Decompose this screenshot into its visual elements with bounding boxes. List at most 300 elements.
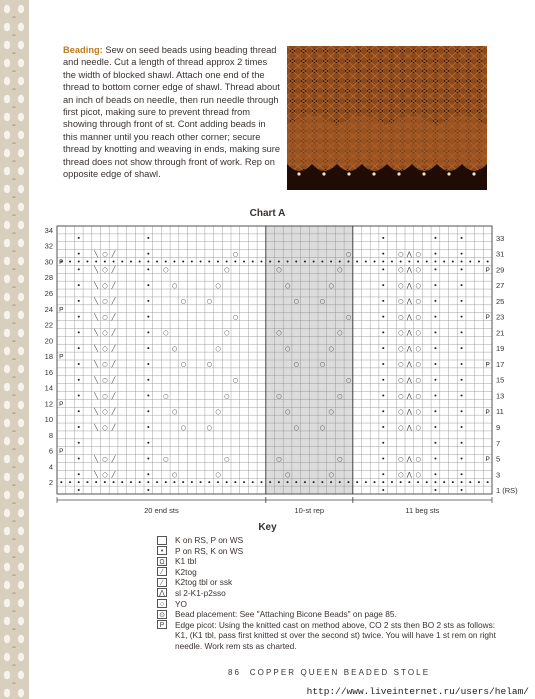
- purl-dot: [452, 260, 454, 262]
- purl-dot: [269, 260, 271, 262]
- purl-dot: [391, 481, 393, 483]
- purl-dot: [86, 481, 88, 483]
- purl-dot: [434, 442, 436, 444]
- key-symbol: ⋀: [157, 588, 167, 597]
- purl-dot: [165, 260, 167, 262]
- purl-dot: [243, 260, 245, 262]
- folio: [228, 668, 430, 677]
- row-label-left: 14: [44, 383, 53, 393]
- row-label-right: 33: [496, 233, 505, 243]
- purl-dot: [408, 481, 410, 483]
- chart-symbol: ○: [215, 408, 221, 416]
- chart-symbol: ○: [102, 377, 108, 385]
- purl-dot: [191, 260, 193, 262]
- row-label-left: 26: [44, 289, 53, 298]
- purl-dot: [78, 458, 80, 460]
- picot-marker-right: P: [485, 408, 490, 416]
- chart-symbol: ○: [397, 250, 404, 258]
- row-label-right: 23: [496, 312, 505, 322]
- chart-symbol: ⋀: [406, 455, 412, 463]
- purl-dot: [382, 394, 384, 396]
- purl-dot: [217, 481, 219, 483]
- purl-dot: [104, 260, 106, 262]
- purl-dot: [356, 260, 358, 262]
- key-symbol: ⁄: [157, 578, 167, 587]
- purl-dot: [461, 410, 463, 412]
- chart-symbol: ○: [206, 298, 212, 306]
- row-label-left: 20: [44, 336, 53, 346]
- purl-dot: [443, 481, 445, 483]
- chart-symbol: ○: [415, 377, 421, 385]
- row-label-left: 4: [48, 462, 53, 472]
- chart-symbol: ○: [102, 313, 108, 321]
- chart-symbol: ○: [276, 329, 282, 337]
- purl-dot: [347, 260, 349, 262]
- chart-symbol: ╲: [94, 377, 99, 385]
- purl-dot: [461, 394, 463, 396]
- chart-symbol: ○: [415, 392, 421, 400]
- purl-dot: [478, 481, 480, 483]
- purl-dot: [434, 426, 436, 428]
- chart-symbol: ○: [345, 377, 352, 385]
- chart-symbol: ○: [415, 361, 421, 369]
- purl-dot: [339, 481, 341, 483]
- chart-symbol: ⋀: [406, 282, 412, 290]
- purl-dot: [452, 481, 454, 483]
- purl-dot: [365, 260, 367, 262]
- purl-dot: [374, 260, 376, 262]
- purl-dot: [382, 300, 384, 302]
- purl-dot: [461, 458, 463, 460]
- purl-dot: [487, 481, 489, 483]
- key-symbol: P: [157, 620, 167, 629]
- purl-dot: [113, 481, 115, 483]
- row-label-right: 19: [496, 344, 505, 354]
- chart-symbol: ○: [345, 313, 352, 321]
- purl-dot: [147, 237, 149, 239]
- footer: [0, 680, 535, 699]
- purl-dot: [382, 473, 384, 475]
- purl-dot: [113, 260, 115, 262]
- chart-symbol: ╲: [94, 345, 99, 353]
- chart-symbol: ○: [415, 329, 421, 337]
- chart-symbol: ⋀: [406, 313, 412, 321]
- chart-symbol: ╱: [111, 266, 116, 274]
- chart-symbol: ○: [337, 329, 343, 337]
- purl-dot: [461, 331, 463, 333]
- chart-symbol: ○: [415, 471, 421, 479]
- purl-dot: [391, 260, 393, 262]
- purl-dot: [461, 473, 463, 475]
- purl-dot: [287, 481, 289, 483]
- chart-symbol: ○: [102, 266, 108, 274]
- chart-symbol: ○: [415, 345, 421, 353]
- chart-symbol: ╱: [111, 250, 116, 258]
- chart-symbol: ○: [276, 392, 282, 400]
- purl-dot: [156, 481, 158, 483]
- purl-dot: [78, 442, 80, 444]
- purl-dot: [147, 426, 149, 428]
- purl-dot: [78, 268, 80, 270]
- chart-symbol: ╲: [94, 298, 99, 306]
- row-label-right: 9: [496, 423, 501, 432]
- chart-symbol: ⋀: [406, 250, 412, 258]
- purl-dot: [469, 260, 471, 262]
- chart-symbol: ○: [284, 282, 291, 290]
- purl-dot: [147, 347, 149, 349]
- chart-symbol: ○: [337, 455, 343, 463]
- chart-symbol: ○: [215, 282, 221, 290]
- purl-dot: [487, 260, 489, 262]
- chart-symbol: ╱: [111, 424, 116, 432]
- chart-symbol: ○: [206, 361, 212, 369]
- chart-symbol: ○: [215, 345, 221, 353]
- purl-dot: [243, 481, 245, 483]
- chart-symbol: ○: [206, 424, 212, 432]
- key-text: K2tog tbl or ssk: [175, 577, 233, 588]
- purl-dot: [287, 260, 289, 262]
- purl-dot: [121, 481, 123, 483]
- purl-dot: [95, 260, 97, 262]
- key-text: P on RS, K on WS: [175, 545, 244, 556]
- purl-dot: [461, 260, 463, 262]
- purl-dot: [226, 481, 228, 483]
- purl-dot: [434, 363, 436, 365]
- chart-symbol: ⋀: [406, 471, 412, 479]
- purl-dot: [260, 481, 262, 483]
- chart-symbol: ○: [163, 455, 169, 463]
- chart-symbol: ○: [276, 455, 282, 463]
- purl-dot: [330, 481, 332, 483]
- purl-dot: [374, 481, 376, 483]
- key-text: K1 tbl: [175, 556, 197, 567]
- purl-dot: [139, 481, 141, 483]
- row-label-right: 29: [496, 265, 505, 275]
- purl-dot: [382, 331, 384, 333]
- key-item: [157, 609, 497, 620]
- chart-symbol: ╱: [111, 298, 116, 306]
- purl-dot: [382, 260, 384, 262]
- chart-symbol: ○: [397, 313, 404, 321]
- chart-symbol: ╱: [111, 282, 116, 290]
- chart-symbol: ○: [223, 392, 230, 400]
- chart-symbol: ○: [397, 266, 404, 274]
- row-label-right: 15: [496, 375, 505, 385]
- row-label-left: 8: [48, 430, 53, 440]
- purl-dot: [382, 489, 384, 491]
- purl-dot: [313, 481, 315, 483]
- purl-dot: [165, 481, 167, 483]
- key-text: Bead placement: See "Attaching Bicone Beads" on page 85.: [175, 609, 397, 620]
- row-label-right: 7: [496, 438, 501, 448]
- purl-dot: [434, 260, 436, 262]
- purl-dot: [295, 260, 297, 262]
- chart-symbol: ○: [171, 471, 178, 479]
- purl-dot: [78, 237, 80, 239]
- chart-grid: [57, 226, 492, 494]
- chart-symbol: ╱: [111, 329, 116, 337]
- key-text: Edge picot: Using the knitted cast on method above, CO 2 sts then BO 2 sts as follows: K1, (K1 tbl, pass first knitted st over the second st) twice. You will have 1 st rem on right needle. Work rem sts as charted.: [175, 619, 496, 651]
- purl-dot: [321, 260, 323, 262]
- row-label-right: 25: [496, 296, 505, 306]
- purl-dot: [434, 331, 436, 333]
- purl-dot: [400, 481, 402, 483]
- section-label: 20 end sts: [144, 506, 179, 515]
- chart-symbol: ⋀: [406, 408, 412, 416]
- chart-symbol: ○: [232, 377, 239, 385]
- key-legend: [157, 535, 497, 652]
- key-text: sl 2-K1-p2sso: [175, 587, 226, 598]
- chart-symbol: ╱: [111, 361, 116, 369]
- chart-symbol: ╲: [94, 282, 99, 290]
- purl-dot: [147, 379, 149, 381]
- purl-dot: [147, 300, 149, 302]
- chart-symbol: ╲: [94, 250, 99, 258]
- purl-dot: [434, 379, 436, 381]
- purl-dot: [147, 481, 149, 483]
- purl-dot: [147, 442, 149, 444]
- purl-dot: [78, 331, 80, 333]
- purl-dot: [382, 442, 384, 444]
- key-item: [157, 599, 497, 610]
- purl-dot: [95, 481, 97, 483]
- purl-dot: [408, 260, 410, 262]
- page-number: 86: [228, 668, 242, 677]
- row-label-right: 1 (RS): [496, 486, 518, 496]
- purl-dot: [78, 489, 80, 491]
- picot-marker-left: P: [59, 448, 64, 456]
- chart-symbol: ╲: [94, 266, 99, 274]
- purl-dot: [382, 410, 384, 412]
- chart-symbol: ○: [397, 471, 404, 479]
- purl-dot: [304, 481, 306, 483]
- purl-dot: [78, 394, 80, 396]
- row-label-left: 10: [44, 415, 53, 425]
- purl-dot: [139, 260, 141, 262]
- key-text: YO: [175, 598, 187, 609]
- chart-symbol: ○: [415, 250, 421, 258]
- purl-dot: [191, 481, 193, 483]
- chart-symbol: ○: [102, 282, 108, 290]
- chart-symbol: ⋀: [406, 424, 412, 432]
- purl-dot: [252, 481, 254, 483]
- purl-dot: [382, 347, 384, 349]
- chart-symbol: ○: [397, 361, 404, 369]
- chart-symbol: ○: [180, 361, 186, 369]
- purl-dot: [147, 260, 149, 262]
- purl-dot: [252, 260, 254, 262]
- key-text: K on RS, P on WS: [175, 535, 244, 545]
- purl-dot: [434, 481, 436, 483]
- purl-dot: [400, 260, 402, 262]
- chart-symbol: ○: [337, 392, 343, 400]
- purl-dot: [130, 260, 132, 262]
- picot-marker-right: P: [485, 314, 490, 322]
- purl-dot: [461, 379, 463, 381]
- purl-dot: [147, 331, 149, 333]
- chart-symbol: ○: [397, 377, 404, 385]
- purl-dot: [330, 260, 332, 262]
- chart-symbol: ╲: [94, 471, 99, 479]
- chart-symbol: ╱: [111, 313, 116, 321]
- section-label: 10-st rep: [294, 506, 325, 515]
- chart-symbol: ╲: [94, 329, 99, 337]
- chart-symbol: ╲: [94, 455, 99, 463]
- beading-label: Beading:: [63, 45, 103, 55]
- chart-symbol: ○: [102, 298, 108, 306]
- purl-dot: [60, 481, 62, 483]
- purl-dot: [78, 481, 80, 483]
- chart-symbol: ○: [276, 266, 282, 274]
- purl-dot: [278, 260, 280, 262]
- chart-symbol: ○: [345, 250, 352, 258]
- chart-symbol: ○: [397, 392, 404, 400]
- row-label-left: 12: [44, 399, 53, 409]
- purl-dot: [147, 253, 149, 255]
- purl-dot: [461, 284, 463, 286]
- purl-dot: [69, 481, 71, 483]
- chart-symbol: ○: [415, 298, 421, 306]
- chart-symbol: ○: [397, 455, 404, 463]
- picot-marker-left: P: [59, 306, 64, 314]
- purl-dot: [226, 260, 228, 262]
- row-label-left: 34: [44, 225, 53, 235]
- purl-dot: [382, 316, 384, 318]
- chart-symbol: ⋀: [406, 266, 412, 274]
- purl-dot: [382, 284, 384, 286]
- purl-dot: [200, 260, 202, 262]
- purl-dot: [382, 481, 384, 483]
- chart-symbol: ○: [319, 361, 326, 369]
- chart-symbol: ○: [293, 424, 299, 432]
- chart-symbol: ○: [163, 329, 169, 337]
- purl-dot: [461, 237, 463, 239]
- chart-symbol: ○: [232, 313, 239, 321]
- purl-dot: [434, 347, 436, 349]
- chart-symbol: ○: [102, 250, 108, 258]
- purl-dot: [78, 347, 80, 349]
- purl-dot: [78, 363, 80, 365]
- purl-dot: [104, 481, 106, 483]
- row-label-right: 21: [496, 328, 505, 338]
- purl-dot: [382, 458, 384, 460]
- chart-symbol: ○: [328, 408, 334, 416]
- purl-dot: [234, 481, 236, 483]
- key-symbol: Ω: [157, 557, 167, 566]
- chart-symbol: ○: [163, 392, 169, 400]
- chart-symbol: ○: [102, 361, 108, 369]
- chart-symbol: ○: [415, 313, 421, 321]
- chart-symbol: ○: [397, 424, 404, 432]
- purl-dot: [208, 481, 210, 483]
- purl-dot: [426, 481, 428, 483]
- purl-dot: [478, 260, 480, 262]
- row-label-left: 6: [48, 446, 53, 456]
- purl-dot: [461, 363, 463, 365]
- chart-symbol: ○: [397, 282, 404, 290]
- purl-dot: [417, 260, 419, 262]
- key-item: [157, 556, 497, 567]
- purl-dot: [147, 410, 149, 412]
- footer-url: http://www.liveinternet.ru/users/helam/: [306, 686, 529, 697]
- purl-dot: [147, 316, 149, 318]
- purl-dot: [78, 316, 80, 318]
- purl-dot: [461, 316, 463, 318]
- key-symbol: ⊙: [157, 610, 167, 619]
- picot-marker-right: P: [485, 361, 490, 369]
- purl-dot: [147, 363, 149, 365]
- chart-symbol: ○: [328, 282, 334, 290]
- purl-dot: [461, 268, 463, 270]
- chart-symbol: ╱: [111, 392, 116, 400]
- key-symbol: ⁄: [157, 567, 167, 576]
- purl-dot: [443, 260, 445, 262]
- purl-dot: [426, 260, 428, 262]
- purl-dot: [147, 268, 149, 270]
- chart-symbol: ○: [415, 424, 421, 432]
- chart-symbol: ○: [163, 266, 169, 274]
- row-label-right: 3: [496, 470, 501, 480]
- page-title: COPPER QUEEN BEADED STOLE: [249, 668, 431, 677]
- chart-symbol: ○: [102, 392, 108, 400]
- purl-dot: [147, 458, 149, 460]
- chart-symbol: ○: [319, 424, 326, 432]
- purl-dot: [86, 260, 88, 262]
- chart-symbol: ○: [215, 471, 221, 479]
- purl-dot: [78, 260, 80, 262]
- chart-symbol: ╲: [94, 313, 99, 321]
- purl-dot: [182, 481, 184, 483]
- row-label-left: 28: [44, 273, 53, 283]
- key-symbol: [157, 536, 167, 545]
- chart-title: Chart A: [249, 208, 286, 219]
- purl-dot: [182, 260, 184, 262]
- purl-dot: [434, 284, 436, 286]
- beading-text: Sew on seed beads using beading thread and needle. Cut a length of thread approx 2 times the width of blocked shawl. Attach one end of the thread to bottom corner edge of shawl. Thread about an inch of beads on needle, then run needle through first picot, making sure to prevent thread from showing through front of st. Cont adding beads in this manner until you reach other corner; secure thread by knotting and weaving in ends, making sure thread does not show through front of work. Rep on opposite edge of shawl.: [63, 45, 281, 180]
- chart-symbol: ○: [232, 250, 239, 258]
- purl-dot: [469, 481, 471, 483]
- purl-dot: [382, 379, 384, 381]
- chart-symbol: ╲: [94, 392, 99, 400]
- chart-symbol: ○: [397, 345, 404, 353]
- purl-dot: [78, 410, 80, 412]
- chart-symbol: ○: [293, 361, 299, 369]
- purl-dot: [234, 260, 236, 262]
- purl-dot: [461, 489, 463, 491]
- chart-symbol: ○: [397, 408, 404, 416]
- chart-symbol: ○: [180, 298, 186, 306]
- chart-symbol: ○: [223, 266, 230, 274]
- key-item: [157, 620, 497, 652]
- purl-dot: [417, 481, 419, 483]
- chart-symbol: ○: [415, 266, 421, 274]
- purl-dot: [382, 237, 384, 239]
- purl-dot: [434, 253, 436, 255]
- picot-marker-right: P: [485, 266, 490, 274]
- chart-symbol: ╱: [111, 345, 116, 353]
- purl-dot: [321, 481, 323, 483]
- key-item: [157, 546, 497, 557]
- purl-dot: [78, 253, 80, 255]
- purl-dot: [269, 481, 271, 483]
- chart-symbol: ╱: [111, 377, 116, 385]
- purl-dot: [295, 481, 297, 483]
- picot-marker-right: P: [485, 456, 490, 464]
- purl-dot: [461, 347, 463, 349]
- purl-dot: [434, 300, 436, 302]
- row-label-left: 30: [44, 257, 53, 267]
- row-label-left: 16: [44, 367, 53, 377]
